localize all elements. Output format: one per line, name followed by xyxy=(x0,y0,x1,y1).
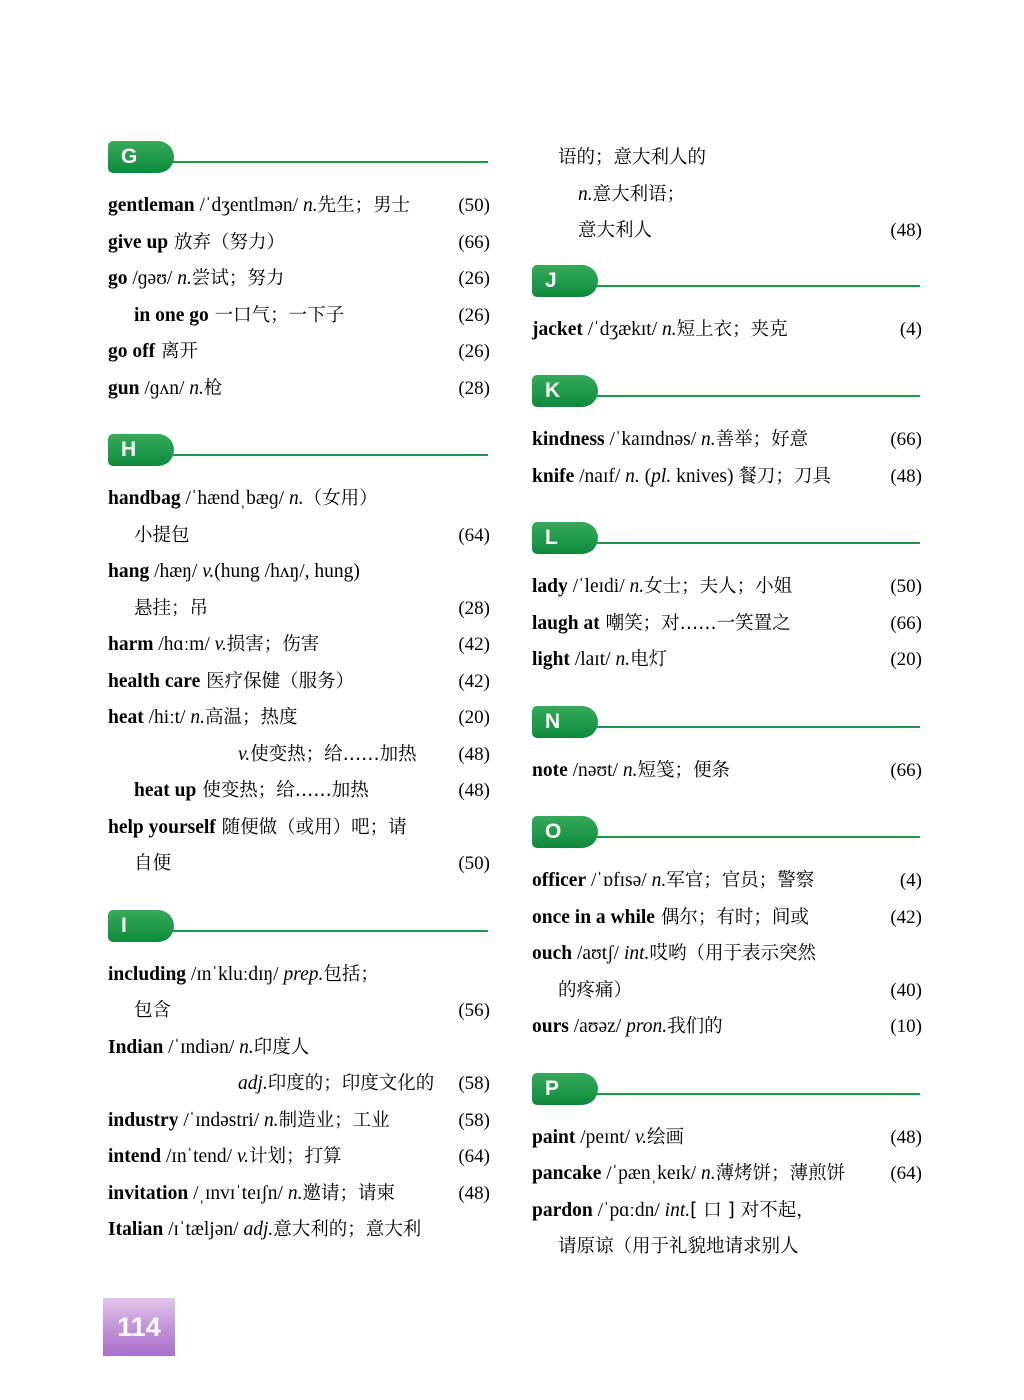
letter-badge: I xyxy=(108,910,174,942)
definition: 请原谅（用于礼貌地请求别人 xyxy=(558,1236,799,1257)
page-reference: (50) xyxy=(458,853,490,874)
headword: pancake xyxy=(532,1163,602,1184)
pronunciation: /ɡʌn/ xyxy=(139,377,190,399)
entry-line xyxy=(532,1156,922,1193)
dictionary-entry xyxy=(108,664,512,701)
pronunciation: /ˈdʒækɪt/ xyxy=(582,318,662,340)
pronunciation: /ˈɒfɪsə/ xyxy=(586,870,652,891)
letter-heading-l xyxy=(532,521,920,555)
page-reference: (66) xyxy=(890,612,922,634)
entry-line xyxy=(532,863,922,900)
definition: 枪 xyxy=(203,377,223,399)
letter-divider-line xyxy=(172,930,488,932)
letter-badge: O xyxy=(532,816,598,848)
entry-line xyxy=(532,936,922,973)
page-number-badge xyxy=(103,1298,175,1356)
page-reference: (10) xyxy=(890,1016,922,1037)
entry-line xyxy=(532,459,922,496)
headword: Italian xyxy=(108,1219,164,1240)
entry-line xyxy=(532,606,922,643)
entry-line xyxy=(108,846,490,883)
headword: kindness xyxy=(532,429,605,450)
dictionary-entry xyxy=(532,1156,1024,1193)
definition: 哎哟（用于表示突然 xyxy=(649,943,816,964)
letter-badge: L xyxy=(532,522,598,554)
letter-badge: H xyxy=(108,434,174,466)
definition: 印度的；印度文化的 xyxy=(267,1073,435,1094)
entry-line xyxy=(108,993,490,1030)
page-reference: (48) xyxy=(890,465,922,487)
headword: pardon xyxy=(532,1199,593,1221)
part-of-speech: n. xyxy=(701,429,716,450)
definition: 短上衣；夹克 xyxy=(676,318,788,340)
entry-line xyxy=(532,1009,922,1046)
page-reference: (26) xyxy=(458,341,490,362)
part-of-speech: n. xyxy=(302,195,318,216)
definition: 使变热；给……加热 xyxy=(250,743,417,765)
dictionary-entry xyxy=(532,459,1024,496)
pronunciation: /ˈkaɪndnəs/ xyxy=(604,429,702,450)
entry-line xyxy=(108,591,490,628)
dictionary-entry xyxy=(532,312,1024,349)
page-reference: (4) xyxy=(899,318,922,340)
page-reference: (48) xyxy=(890,1126,922,1148)
part-of-speech: n. xyxy=(189,377,204,399)
definition: 计划；打算 xyxy=(249,1146,342,1167)
headword: give up xyxy=(108,231,169,253)
page-reference: (66) xyxy=(890,429,922,450)
entry-line xyxy=(108,700,490,737)
entry-line xyxy=(532,422,922,459)
pronunciation: /ˈɪndəstri/ xyxy=(178,1109,265,1131)
definition: 悬挂；吊 xyxy=(134,597,209,619)
entry-line xyxy=(532,213,922,250)
page-reference: (20) xyxy=(890,649,922,670)
part-of-speech: n. xyxy=(578,183,593,205)
definition: 语的；意大利人的 xyxy=(558,147,707,168)
definition: 包含 xyxy=(134,1000,172,1021)
dictionary-entry xyxy=(108,1103,512,1140)
definition: 军官；官员；警察 xyxy=(666,870,815,891)
headword: heat up xyxy=(134,780,197,801)
pronunciation: /ɪˈtæljən/ xyxy=(163,1219,244,1240)
definition: 的疼痛） xyxy=(558,979,633,1001)
definition: 自便 xyxy=(134,853,172,874)
pronunciation: /naɪf/ xyxy=(574,465,626,487)
page-reference: (42) xyxy=(458,670,490,692)
page-reference: (66) xyxy=(458,231,490,253)
dictionary-entry xyxy=(532,863,1024,900)
definition: 制造业；工业 xyxy=(278,1109,390,1131)
pronunciation: ( xyxy=(639,465,652,487)
part-of-speech: v. xyxy=(214,634,227,655)
page-reference: (48) xyxy=(890,220,922,241)
definition: 损害；伤害 xyxy=(226,634,320,655)
part-of-speech: n. xyxy=(190,707,205,728)
entry-line xyxy=(532,642,922,679)
page-reference: (20) xyxy=(458,707,490,728)
part-of-speech: n. xyxy=(615,649,631,670)
dictionary-entry xyxy=(532,1009,1024,1046)
letter-divider-line xyxy=(596,285,920,287)
letter-badge: G xyxy=(108,141,174,173)
entry-line xyxy=(532,177,922,214)
definition: 小提包 xyxy=(134,524,190,546)
pronunciation: /ˈhændˌbæɡ/ xyxy=(180,488,289,509)
entry-list xyxy=(532,753,1024,790)
page-reference: (48) xyxy=(458,743,490,765)
right-column xyxy=(512,0,1024,1400)
entry-line xyxy=(108,810,490,847)
part-of-speech: n. xyxy=(629,576,645,597)
pronunciation: /ˈpænˌkeɪk/ xyxy=(601,1163,702,1184)
entry-line xyxy=(108,1103,490,1140)
page-reference: (66) xyxy=(890,759,922,781)
pronunciation: /ˈdʒentlmən/ xyxy=(194,195,303,216)
headword: invitation xyxy=(108,1182,189,1204)
definition: 我们的 xyxy=(667,1016,723,1037)
part-of-speech: n. xyxy=(288,488,304,509)
entry-line xyxy=(532,753,922,790)
entry-line xyxy=(108,334,490,371)
dictionary-entry xyxy=(532,569,1024,606)
headword: harm xyxy=(108,634,154,655)
right-sections-container xyxy=(532,264,1024,1266)
pronunciation: /peɪnt/ xyxy=(575,1126,635,1148)
entry-line xyxy=(532,1120,922,1157)
dictionary-entry xyxy=(108,1030,512,1103)
dictionary-entry xyxy=(108,188,512,225)
part-of-speech: adj. xyxy=(238,1073,268,1094)
part-of-speech: pron. xyxy=(626,1016,668,1037)
definition: 意大利的；意大利 xyxy=(273,1219,422,1240)
headword: laugh at xyxy=(532,612,600,634)
headword: industry xyxy=(108,1109,179,1131)
pronunciation: knives) xyxy=(671,465,739,487)
letter-badge: J xyxy=(532,265,598,297)
definition: [ 口 ] 对不起， xyxy=(690,1199,815,1221)
entry-line xyxy=(108,664,490,701)
dictionary-entry xyxy=(108,1212,512,1249)
pronunciation: /ɡəʊ/ xyxy=(127,268,178,289)
dictionary-entry xyxy=(108,334,512,371)
letter-divider-line xyxy=(172,161,488,163)
definition: 绘画 xyxy=(647,1126,685,1148)
dictionary-entry xyxy=(532,900,1024,937)
definition: 善举；好意 xyxy=(715,429,809,450)
definition: 印度人 xyxy=(253,1036,310,1058)
entry-line xyxy=(108,518,490,555)
part-of-speech: v. xyxy=(238,743,251,765)
definition: 医疗保健（服务） xyxy=(200,670,355,692)
dictionary-entry xyxy=(532,936,1024,1009)
part-of-speech: n. xyxy=(177,268,192,289)
entry-line xyxy=(532,900,922,937)
entry-line xyxy=(108,1030,490,1067)
entry-list xyxy=(532,1120,1024,1266)
dictionary-entry xyxy=(108,371,512,408)
dictionary-entry xyxy=(108,627,512,664)
dictionary-entry xyxy=(532,422,1024,459)
letter-divider-line xyxy=(172,454,488,456)
definition: 一口气；一下子 xyxy=(208,304,345,326)
part-of-speech: n. xyxy=(651,870,667,891)
pronunciation: (hung /hʌŋ/, hung) xyxy=(214,561,360,582)
definition: 意大利人 xyxy=(578,220,653,241)
part-of-speech: v. xyxy=(236,1146,250,1167)
dictionary-entry xyxy=(108,225,512,262)
pronunciation: /ɪnˈtend/ xyxy=(161,1146,237,1167)
headword: ours xyxy=(532,1016,569,1037)
letter-heading-g xyxy=(108,140,488,174)
page-reference: (64) xyxy=(458,1146,490,1167)
page-reference: (28) xyxy=(458,377,490,399)
headword: officer xyxy=(532,870,587,891)
entry-line xyxy=(108,1139,490,1176)
letter-heading-j xyxy=(532,264,920,298)
entry-line xyxy=(108,1176,490,1213)
definition: 电灯 xyxy=(630,649,668,670)
entry-list xyxy=(108,957,512,1249)
dictionary-entry xyxy=(108,1176,512,1213)
pronunciation: /hiːt/ xyxy=(143,707,191,728)
headword: handbag xyxy=(108,488,181,509)
dictionary-entry xyxy=(108,957,512,1030)
headword: go off xyxy=(108,341,156,362)
entry-line xyxy=(108,957,490,994)
pronunciation: /laɪt/ xyxy=(569,649,616,670)
definition: 尝试；努力 xyxy=(191,268,285,289)
headword: heat xyxy=(108,707,144,728)
part-of-speech: v. xyxy=(202,561,215,582)
page-reference: (50) xyxy=(890,576,922,597)
pronunciation: /nəʊt/ xyxy=(567,759,623,781)
letter-divider-line xyxy=(596,1093,920,1095)
left-sections-container xyxy=(108,140,512,1249)
letter-divider-line xyxy=(596,726,920,728)
entry-line xyxy=(532,312,922,349)
definition: 使变热；给……加热 xyxy=(196,780,369,801)
entry-line xyxy=(532,1229,922,1266)
headword: health care xyxy=(108,670,201,692)
letter-heading-i xyxy=(108,909,488,943)
headword: paint xyxy=(532,1126,576,1148)
dictionary-entry xyxy=(532,753,1024,790)
headword: hang xyxy=(108,561,150,582)
page-reference: (42) xyxy=(890,906,922,928)
letter-badge: K xyxy=(532,375,598,407)
definition: 偶尔；有时；间或 xyxy=(654,906,809,928)
page-reference: (48) xyxy=(458,780,490,801)
dictionary-entry xyxy=(108,298,512,335)
letter-heading-k xyxy=(532,374,920,408)
pronunciation: /hæŋ/ xyxy=(149,561,203,582)
entry-line xyxy=(108,554,490,591)
page-reference: (40) xyxy=(890,979,922,1001)
definition: 嘲笑；对……一笑置之 xyxy=(599,612,791,634)
entry-line xyxy=(532,973,922,1010)
dictionary-entry xyxy=(532,606,1024,643)
dictionary-entry xyxy=(108,1139,512,1176)
headword: knife xyxy=(532,465,575,487)
definition: 先生；男士 xyxy=(317,195,411,216)
dictionary-entry xyxy=(108,261,512,298)
letter-badge: P xyxy=(532,1073,598,1105)
letter-heading-o xyxy=(532,815,920,849)
part-of-speech: adj. xyxy=(243,1219,274,1240)
headword: once in a while xyxy=(532,906,655,928)
part-of-speech: pl. xyxy=(651,465,672,487)
page-reference: (4) xyxy=(899,870,922,891)
definition: 高温；热度 xyxy=(204,707,298,728)
headword: gentleman xyxy=(108,195,195,216)
definition: 随便做（或用）吧；请 xyxy=(215,816,407,838)
headword: note xyxy=(532,759,568,781)
pronunciation: /hɑːm/ xyxy=(153,634,215,655)
entry-list xyxy=(108,188,512,407)
definition: 餐刀；刀具 xyxy=(738,465,831,487)
pronunciation: /ɪnˈkluːdɪŋ/ xyxy=(186,963,284,985)
letter-divider-line xyxy=(596,395,920,397)
page-reference: (58) xyxy=(458,1073,490,1094)
pronunciation: /ˈleɪdi/ xyxy=(567,576,630,597)
page-number-label: 114 xyxy=(117,1311,161,1342)
dictionary-entry xyxy=(532,1193,1024,1266)
part-of-speech: n. xyxy=(661,318,677,340)
part-of-speech: int. xyxy=(664,1199,691,1221)
entry-line xyxy=(108,773,490,810)
entry-line xyxy=(532,569,922,606)
headword: gun xyxy=(108,377,140,399)
page-reference: (48) xyxy=(458,1182,490,1204)
headword: ouch xyxy=(532,943,573,964)
definition: （女用） xyxy=(303,488,378,509)
headword: light xyxy=(532,649,570,670)
headword: Indian xyxy=(108,1036,164,1058)
letter-heading-p xyxy=(532,1072,920,1106)
headword: in one go xyxy=(134,304,209,326)
part-of-speech: prep. xyxy=(283,963,324,985)
page-reference: (26) xyxy=(458,304,490,326)
part-of-speech: n. xyxy=(264,1109,279,1131)
pronunciation: /ˈpɑːdn/ xyxy=(592,1199,665,1221)
pronunciation: /aʊtʃ/ xyxy=(572,943,624,964)
entry-line xyxy=(108,481,490,518)
part-of-speech: v. xyxy=(634,1126,648,1148)
page-reference: (58) xyxy=(458,1109,490,1131)
letter-divider-line xyxy=(596,542,920,544)
entry-line xyxy=(532,1193,922,1230)
part-of-speech: n. xyxy=(701,1163,716,1184)
part-of-speech: n. xyxy=(239,1036,254,1058)
headword: help yourself xyxy=(108,816,216,838)
entry-list xyxy=(532,422,1024,495)
dictionary-entry xyxy=(108,554,512,627)
letter-heading-n xyxy=(532,705,920,739)
definition: 包括； xyxy=(323,963,379,985)
dictionary-entry xyxy=(108,810,512,883)
definition: 放弃（努力） xyxy=(168,231,286,253)
page-reference: (56) xyxy=(458,1000,490,1021)
entry-line xyxy=(108,1212,490,1249)
page-reference: (50) xyxy=(458,195,490,216)
letter-badge: N xyxy=(532,706,598,738)
part-of-speech: int. xyxy=(623,943,650,964)
part-of-speech: n. xyxy=(287,1182,303,1204)
entry-line xyxy=(108,225,490,262)
entry-line xyxy=(108,261,490,298)
entry-continuation xyxy=(532,140,922,250)
headword: lady xyxy=(532,576,568,597)
part-of-speech: n. xyxy=(622,759,638,781)
entry-list xyxy=(108,481,512,883)
entry-list xyxy=(532,863,1024,1046)
page-reference: (64) xyxy=(890,1163,922,1184)
definition: 意大利语； xyxy=(592,183,686,205)
entry-line xyxy=(108,298,490,335)
page-reference: (42) xyxy=(458,634,490,655)
part-of-speech: n. xyxy=(625,465,640,487)
definition: 女士；夫人；小姐 xyxy=(644,576,793,597)
page-reference: (26) xyxy=(458,268,490,289)
dictionary-entry xyxy=(108,700,512,810)
letter-divider-line xyxy=(596,836,920,838)
entry-line xyxy=(532,140,922,177)
letter-heading-h xyxy=(108,433,488,467)
dictionary-entry xyxy=(532,642,1024,679)
entry-line xyxy=(108,737,490,774)
definition: 邀请；请柬 xyxy=(302,1182,395,1204)
entry-list xyxy=(532,569,1024,679)
page-reference: (64) xyxy=(458,524,490,546)
page-reference: (28) xyxy=(458,597,490,619)
definition: 离开 xyxy=(155,341,199,362)
definition: 薄烤饼；薄煎饼 xyxy=(715,1163,846,1184)
entry-line xyxy=(108,371,490,408)
dictionary-entry xyxy=(108,481,512,554)
definition: 短笺；便条 xyxy=(637,759,731,781)
headword: go xyxy=(108,268,128,289)
pronunciation: /ˌɪnvɪˈteɪʃn/ xyxy=(188,1182,288,1204)
pronunciation: /ˈɪndiən/ xyxy=(163,1036,240,1058)
entry-list xyxy=(532,312,1024,349)
headword: intend xyxy=(108,1146,162,1167)
headword: including xyxy=(108,963,187,985)
dictionary-entry xyxy=(532,1120,1024,1157)
pronunciation: /aʊəz/ xyxy=(568,1016,627,1037)
entry-line xyxy=(108,627,490,664)
headword: jacket xyxy=(532,318,583,340)
entry-line xyxy=(108,1066,490,1103)
entry-line xyxy=(108,188,490,225)
